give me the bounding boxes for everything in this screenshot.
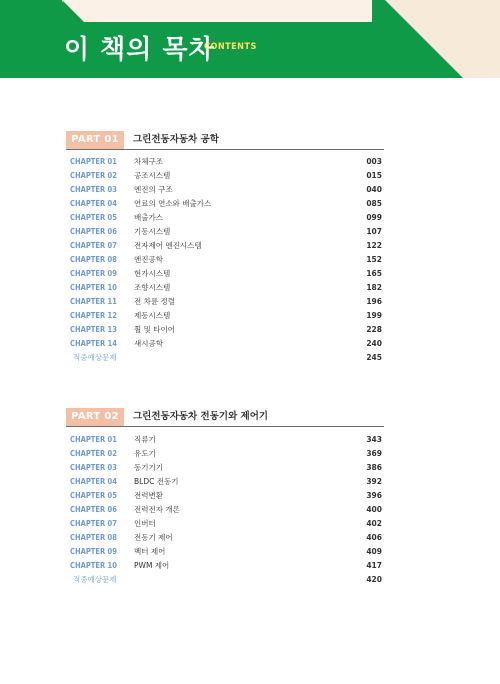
chapter-title: 직류기 bbox=[134, 435, 156, 444]
toc-row[interactable] bbox=[70, 517, 384, 531]
toc-row[interactable] bbox=[70, 211, 384, 225]
toc-row[interactable] bbox=[70, 197, 384, 211]
toc-row[interactable] bbox=[70, 253, 384, 267]
toc-row[interactable] bbox=[70, 323, 384, 337]
part-tag: PART 02 bbox=[66, 408, 124, 426]
chapter-label: CHAPTER 03 bbox=[70, 463, 117, 472]
page-number: 386 bbox=[366, 463, 382, 472]
chapter-title: 엔진의 구조 bbox=[134, 185, 173, 194]
page-number: 040 bbox=[366, 185, 382, 194]
page-number: 369 bbox=[366, 449, 382, 458]
page-number: 402 bbox=[366, 519, 382, 528]
page-number: 420 bbox=[366, 575, 382, 584]
chapter-title: 전동기 제어 bbox=[134, 533, 173, 542]
page-number: 196 bbox=[366, 297, 382, 306]
chapter-label: CHAPTER 10 bbox=[70, 283, 117, 292]
chapter-label: CHAPTER 04 bbox=[70, 477, 117, 486]
chapter-title: 연료의 연소와 배출가스 bbox=[134, 199, 212, 208]
toc-row[interactable] bbox=[70, 155, 384, 169]
toc-row[interactable] bbox=[70, 503, 384, 517]
chapter-label: CHAPTER 02 bbox=[70, 449, 117, 458]
chapter-label: CHAPTER 10 bbox=[70, 561, 117, 570]
page-number: 406 bbox=[366, 533, 382, 542]
chapter-title: BLDC 전동기 bbox=[134, 477, 179, 486]
page-number: 165 bbox=[366, 269, 382, 278]
page-number: 099 bbox=[366, 213, 382, 222]
part-header-02 bbox=[66, 408, 384, 427]
page-number: 409 bbox=[366, 547, 382, 556]
chapter-title: 전자제어 엔진시스템 bbox=[134, 241, 202, 250]
chapter-title: 전력전자 개론 bbox=[134, 505, 180, 514]
practice-label: 적중예상문제 bbox=[73, 353, 117, 362]
toc-list-part-01 bbox=[70, 155, 384, 365]
chapter-label: CHAPTER 08 bbox=[70, 533, 117, 542]
chapter-title: 동기기기 bbox=[134, 463, 163, 472]
chapter-title: 현가시스템 bbox=[134, 269, 171, 278]
chapter-title: 섀시공학 bbox=[134, 339, 163, 348]
chapter-label: CHAPTER 02 bbox=[70, 171, 117, 180]
chapter-title: 차체구조 bbox=[134, 157, 163, 166]
chapter-title: 제동시스템 bbox=[134, 311, 171, 320]
toc-row[interactable] bbox=[70, 475, 384, 489]
chapter-title: 공조시스템 bbox=[134, 171, 171, 180]
toc-row[interactable] bbox=[70, 531, 384, 545]
toc-row[interactable] bbox=[70, 295, 384, 309]
chapter-title: 조향시스템 bbox=[134, 283, 171, 292]
page-number: 392 bbox=[366, 477, 382, 486]
toc-row[interactable] bbox=[70, 545, 384, 559]
toc-list-part-02 bbox=[70, 433, 384, 587]
page-number: 107 bbox=[366, 227, 382, 236]
header-decor-tab bbox=[62, 0, 372, 22]
chapter-title: 기동시스템 bbox=[134, 227, 171, 236]
toc-row[interactable] bbox=[70, 559, 384, 573]
page-number: 396 bbox=[366, 491, 382, 500]
chapter-label: CHAPTER 14 bbox=[70, 339, 117, 348]
chapter-label: CHAPTER 07 bbox=[70, 519, 117, 528]
chapter-label: CHAPTER 09 bbox=[70, 547, 117, 556]
chapter-label: CHAPTER 01 bbox=[70, 435, 117, 444]
chapter-label: CHAPTER 12 bbox=[70, 311, 117, 320]
page-number: 182 bbox=[366, 283, 382, 292]
toc-row-practice[interactable] bbox=[70, 351, 384, 365]
chapter-label: CHAPTER 05 bbox=[70, 491, 117, 500]
chapter-title: 인버터 bbox=[134, 519, 156, 528]
chapter-label: CHAPTER 07 bbox=[70, 241, 117, 250]
page-title: 이 책의 목차 bbox=[64, 35, 215, 65]
toc-row[interactable] bbox=[70, 447, 384, 461]
chapter-title: 엔진공학 bbox=[134, 255, 163, 264]
part-title: 그린전동자동차 공학 bbox=[133, 134, 219, 145]
toc-row[interactable] bbox=[70, 433, 384, 447]
page-number: 085 bbox=[366, 199, 382, 208]
toc-row[interactable] bbox=[70, 337, 384, 351]
page-number: 343 bbox=[366, 435, 382, 444]
part-header-01 bbox=[66, 131, 384, 150]
practice-label: 적중예상문제 bbox=[73, 575, 117, 584]
toc-row[interactable] bbox=[70, 461, 384, 475]
page-number: 003 bbox=[366, 157, 382, 166]
chapter-label: CHAPTER 13 bbox=[70, 325, 117, 334]
page-number: 199 bbox=[366, 311, 382, 320]
chapter-label: CHAPTER 01 bbox=[70, 157, 117, 166]
toc-row[interactable] bbox=[70, 239, 384, 253]
page-number: 152 bbox=[366, 255, 382, 264]
page-number: 400 bbox=[366, 505, 382, 514]
page-number: 240 bbox=[366, 339, 382, 348]
chapter-title: PWM 제어 bbox=[134, 561, 170, 570]
page-number: 122 bbox=[366, 241, 382, 250]
chapter-title: 배출가스 bbox=[134, 213, 163, 222]
page-number: 245 bbox=[366, 353, 382, 362]
toc-row-practice[interactable] bbox=[70, 573, 384, 587]
chapter-label: CHAPTER 06 bbox=[70, 505, 117, 514]
part-title: 그린전동자동차 전동기와 제어기 bbox=[133, 411, 269, 422]
chapter-title: 벡터 제어 bbox=[134, 547, 166, 556]
toc-row[interactable] bbox=[70, 281, 384, 295]
chapter-title: 전력변환 bbox=[134, 491, 163, 500]
toc-row[interactable] bbox=[70, 169, 384, 183]
chapter-label: CHAPTER 04 bbox=[70, 199, 117, 208]
chapter-label: CHAPTER 08 bbox=[70, 255, 117, 264]
page-subtitle: CONTENTS bbox=[204, 42, 257, 52]
chapter-label: CHAPTER 03 bbox=[70, 185, 117, 194]
chapter-label: CHAPTER 06 bbox=[70, 227, 117, 236]
page-number: 015 bbox=[366, 171, 382, 180]
chapter-label: CHAPTER 09 bbox=[70, 269, 117, 278]
toc-row[interactable] bbox=[70, 183, 384, 197]
page-number: 417 bbox=[366, 561, 382, 570]
chapter-title: 전 차륜 정렬 bbox=[134, 297, 175, 306]
toc-row[interactable] bbox=[70, 267, 384, 281]
toc-row[interactable] bbox=[70, 225, 384, 239]
chapter-label: CHAPTER 11 bbox=[70, 297, 117, 306]
chapter-label: CHAPTER 05 bbox=[70, 213, 117, 222]
page-number: 228 bbox=[366, 325, 382, 334]
part-tag: PART 01 bbox=[66, 131, 124, 149]
toc-row[interactable] bbox=[70, 489, 384, 503]
toc-row[interactable] bbox=[70, 309, 384, 323]
chapter-title: 유도기 bbox=[134, 449, 156, 458]
chapter-title: 휠 및 타이어 bbox=[134, 325, 175, 334]
